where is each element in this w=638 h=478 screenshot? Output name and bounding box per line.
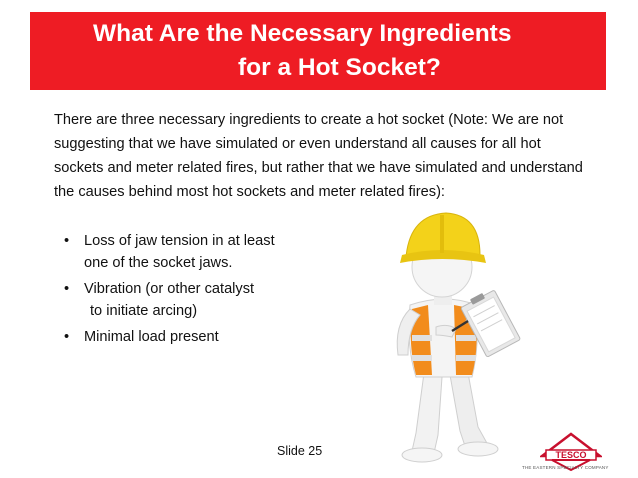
bullet-icon: • [64, 233, 70, 249]
list-item-line: Loss of jaw tension in at least [84, 233, 275, 249]
ingredients-list [64, 230, 324, 352]
list-item-line: one of the socket jaws. [84, 255, 233, 271]
list-item-line: Minimal load present [84, 329, 219, 345]
title-banner [30, 12, 606, 90]
list-item [64, 230, 324, 274]
intro-paragraph: There are three necessary ingredients to create a hot socket (Note: We are not suggesting that we have simulated or even understand all causes for all hot sockets and meter related fires, but rather that we have simulated and understand the causes behind most hot sockets and meter related fires): [54, 112, 583, 200]
logo-text: TESCO [555, 450, 587, 460]
list-item [64, 326, 324, 348]
list-item [64, 278, 324, 322]
list-item-line: Vibration (or other catalyst [84, 281, 255, 297]
list-item-line: to initiate arcing) [90, 303, 198, 319]
logo-tagline: THE EASTERN SPECIALTY COMPANY [522, 465, 609, 470]
title-line-2: for a Hot Socket? [238, 54, 441, 81]
title-line-1: What Are the Necessary Ingredients [93, 20, 512, 47]
bullet-icon: • [64, 329, 70, 345]
slide-number: Slide 25 [277, 444, 323, 458]
bullet-icon: • [64, 281, 70, 297]
worker-with-clipboard-icon [376, 205, 526, 467]
